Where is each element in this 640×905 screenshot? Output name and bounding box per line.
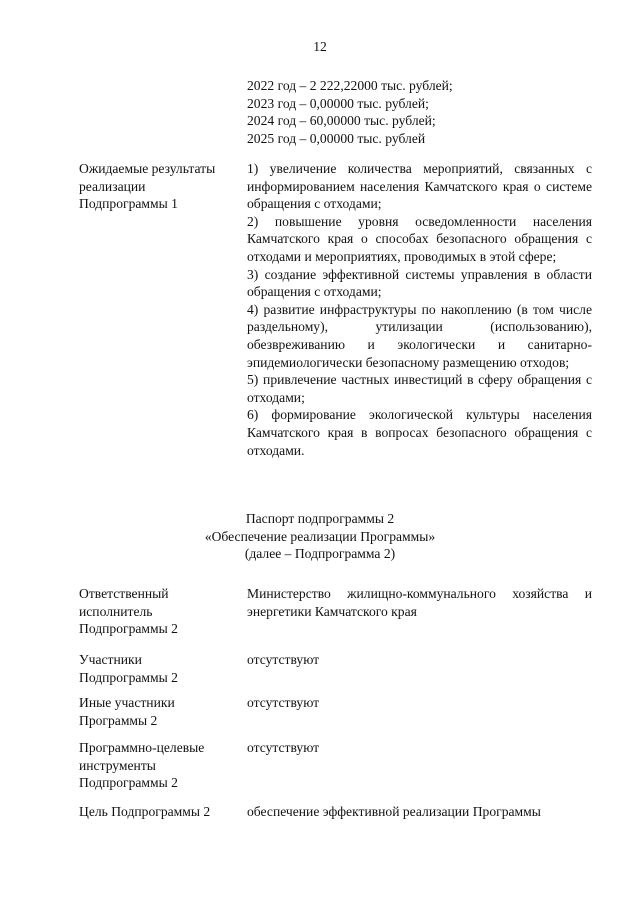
result-item: 6) формирование экологической культуры населения Камчатского края в вопросах безопасного обращения с отходами. xyxy=(247,407,592,458)
label-line: Программы 2 xyxy=(79,712,158,728)
label-line: реализации xyxy=(79,178,146,194)
label-line: инструменты xyxy=(79,757,156,773)
row-value: отсутствуют xyxy=(247,652,320,667)
result-item: 5) привлечение частных инвестиций в сферу обращения с отходами; xyxy=(247,372,592,405)
funding-year-line: 2025 год – 0,00000 тыс. рублей xyxy=(247,130,426,146)
label-line: Программно-целевые xyxy=(79,740,205,755)
label-line: Подпрограммы 2 xyxy=(79,669,178,685)
label-line: Иные участники xyxy=(79,695,175,710)
label-line: Ожидаемые результаты xyxy=(79,161,216,176)
row-label xyxy=(79,585,239,638)
passport-title-line: Паспорт подпрограммы 2 xyxy=(245,511,395,526)
page-number: 12 xyxy=(313,39,327,54)
row-content xyxy=(247,651,592,669)
label-line: Цель Подпрограммы 2 xyxy=(79,804,211,819)
row-label xyxy=(79,651,239,686)
expected-results-label xyxy=(79,160,239,213)
row-value: отсутствуют xyxy=(247,740,320,755)
row-value: обеспечение эффективной реализации Программы xyxy=(247,804,541,819)
funding-year-line: 2024 год – 60,00000 тыс. рублей; xyxy=(247,113,436,129)
label-line: исполнитель xyxy=(79,603,153,619)
row-label xyxy=(79,694,239,729)
row-content xyxy=(247,694,592,712)
funding-by-year-list xyxy=(247,77,592,147)
expected-results-list xyxy=(247,160,592,459)
row-value: отсутствуют xyxy=(247,695,320,710)
row-label xyxy=(79,739,239,792)
row-content xyxy=(247,803,592,821)
row-value: Министерство жилищно-коммунального хозяйства и энергетики Камчатского края xyxy=(247,586,592,619)
label-line: Участники xyxy=(79,652,142,667)
funding-year-line: 2022 год – 2 222,22000 тыс. рублей; xyxy=(247,78,453,93)
label-line: Ответственный xyxy=(79,586,169,601)
result-item: 3) создание эффективной системы управления в области обращения с отходами; xyxy=(247,266,592,300)
row-label xyxy=(79,803,239,821)
row-content xyxy=(247,739,592,757)
passport-title-line: «Обеспечение реализации Программы» xyxy=(204,528,436,544)
row-content xyxy=(247,585,592,620)
label-line: Подпрограммы 2 xyxy=(79,775,178,791)
result-item: 1) увеличение количества мероприятий, связанных с информированием населения Камчатского края о системе обращения с отходами; xyxy=(247,161,592,212)
funding-year-line: 2023 год – 0,00000 тыс. рублей; xyxy=(247,95,429,111)
label-line: Подпрограммы 1 xyxy=(79,196,178,212)
passport-heading xyxy=(0,510,640,563)
passport-title-line: (далее – Подпрограмма 2) xyxy=(244,546,396,562)
label-line: Подпрограммы 2 xyxy=(79,621,178,637)
result-item: 2) повышение уровня осведомленности населения Камчатского края о способах безопасного обращения с отходами и мероприятиях, проводимых в этой сфере; xyxy=(247,213,592,264)
result-item: 4) развитие инфраструктуры по накоплению (в том числе раздельному), утилизации (использованию), обезвреживанию и экологически и санитарно-эпидемиологически безопасному размещению отходов; xyxy=(247,301,592,370)
